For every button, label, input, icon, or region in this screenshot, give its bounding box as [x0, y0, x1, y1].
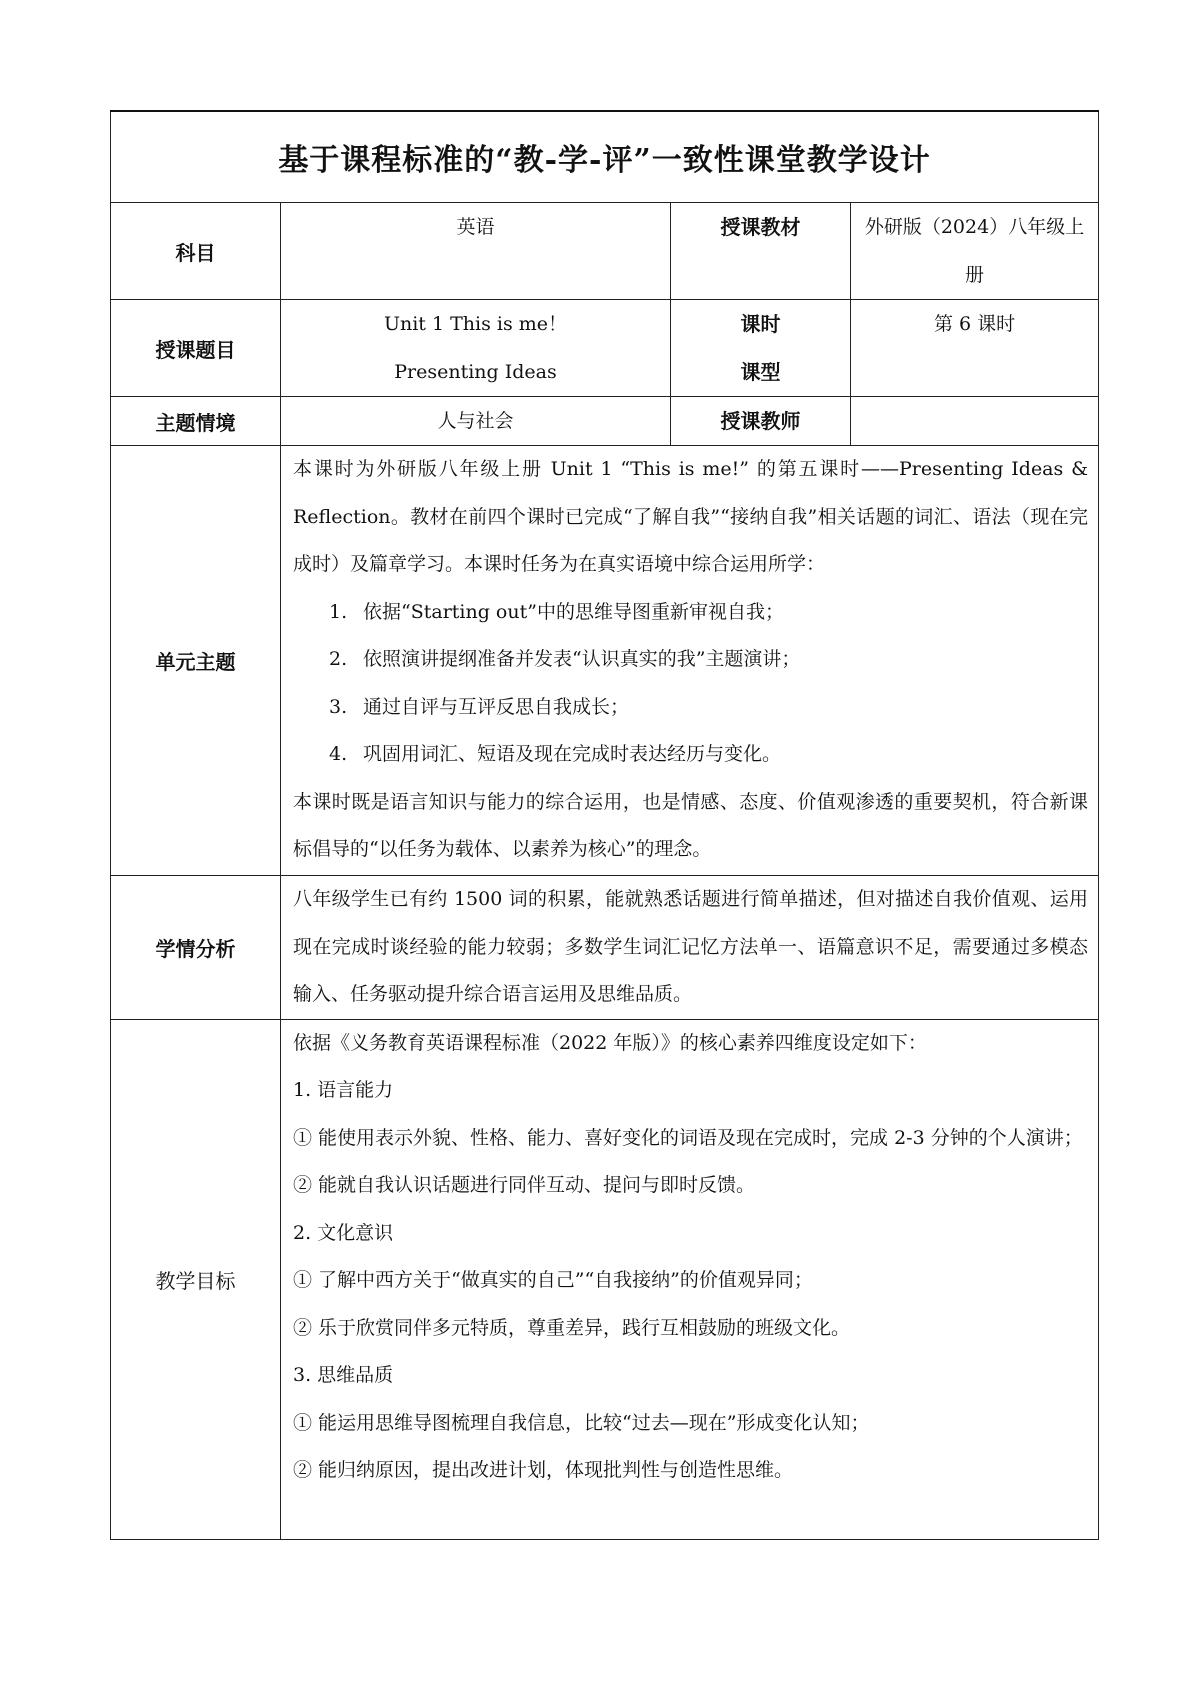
subject-label: 科目 — [111, 203, 281, 300]
goals-section-2-item-b: ② 乐于欣赏同伴多元特质，尊重差异，践行互相鼓励的班级文化。 — [293, 1316, 851, 1339]
goals-section-1-title: 1. 语言能力 — [293, 1079, 394, 1101]
learner-analysis-content — [281, 876, 1099, 1020]
topic-line-2: Presenting Ideas — [394, 361, 557, 383]
goals-section-1-item-a: ① 能使用表示外貌、性格、能力、喜好变化的词语及现在完成时，完成 2-3 分钟的个人演讲； — [293, 1126, 1083, 1149]
goals-section-3-item-b: ② 能归纳原因，提出改进计划，体现批判性与创造性思维。 — [293, 1459, 794, 1481]
unit-theme-content — [281, 446, 1099, 876]
topic-line-1: Unit 1 This is me！ — [383, 313, 568, 335]
goals-section-3-title: 3. 思维品质 — [293, 1364, 394, 1386]
subject-value: 英语 — [281, 203, 671, 300]
textbook-value: 外研版（2024）八年级上册 — [851, 203, 1099, 300]
type-label: 课型 — [740, 360, 781, 384]
learner-analysis-text: 八年级学生已有约 1500 词的积累，能就熟悉话题进行简单描述，但对描述自我价值观、运用现在完成时谈经验的能力较弱；多数学生词汇记忆方法单一、语篇意识不足，需要通过多模态输入、任务驱动提升综合语言运用及思维品质。 — [293, 888, 1089, 1005]
topic-value — [281, 300, 671, 397]
teaching-goals-label: 教学目标 — [111, 1019, 281, 1539]
teacher-value — [851, 397, 1099, 446]
teacher-label: 授课教师 — [671, 397, 851, 446]
context-label: 主题情境 — [111, 397, 281, 446]
teaching-goals-content — [281, 1019, 1099, 1539]
context-value: 人与社会 — [281, 397, 671, 446]
goals-section-1-item-b: ② 能就自我认识话题进行同伴互动、提问与即时反馈。 — [293, 1174, 756, 1196]
period-label: 课时 — [740, 312, 781, 336]
period-value: 第 6 课时 — [851, 300, 1099, 397]
goals-section-3-item-a: ① 能运用思维导图梳理自我信息，比较“过去—现在”形成变化认知； — [293, 1411, 870, 1434]
unit-closing: 本课时既是语言知识与能力的综合运用，也是情感、态度、价值观渗透的重要契机，符合新课标倡导的“以任务为载体、以素养为核心”的理念。 — [293, 790, 1089, 860]
lesson-plan-page — [110, 110, 1098, 1540]
goals-section-2-item-a: ① 了解中西方关于“做真实的自己”“自我接纳”的价值观异同； — [293, 1269, 813, 1291]
textbook-label: 授课教材 — [671, 203, 851, 300]
period-type-labels — [671, 300, 851, 397]
unit-item-2: 2. 依照演讲提纲准备并发表“认识真实的我”主题演讲； — [329, 648, 801, 670]
unit-intro: 本课时为外研版八年级上册 Unit 1 “This is me!” 的第五课时——Presenting Ideas & Reflection。教材在前四个课时已完成“了解自我”“接纳自我”相关话题的词汇、语法（现在完成时）及篇章学习。本课时任务为在真实语境中综合运用所学： — [293, 458, 1089, 575]
goals-intro: 依据《义务教育英语课程标准（2022 年版）》的核心素养四维度设定如下： — [293, 1031, 927, 1054]
learner-analysis-label: 学情分析 — [111, 876, 281, 1020]
unit-item-1: 1. 依据“Starting out”中的思维导图重新审视自我； — [329, 600, 784, 623]
unit-theme-label: 单元主题 — [111, 446, 281, 876]
goals-section-2-title: 2. 文化意识 — [293, 1221, 394, 1244]
unit-item-4: 4. 巩固用词汇、短语及现在完成时表达经历与变化。 — [329, 743, 782, 765]
document-title: 基于课程标准的“教-学-评”一致性课堂教学设计 — [111, 111, 1099, 203]
topic-label: 授课题目 — [111, 300, 281, 397]
lesson-plan-table — [110, 110, 1099, 1540]
unit-item-3: 3. 通过自评与互评反思自我成长； — [329, 695, 630, 718]
